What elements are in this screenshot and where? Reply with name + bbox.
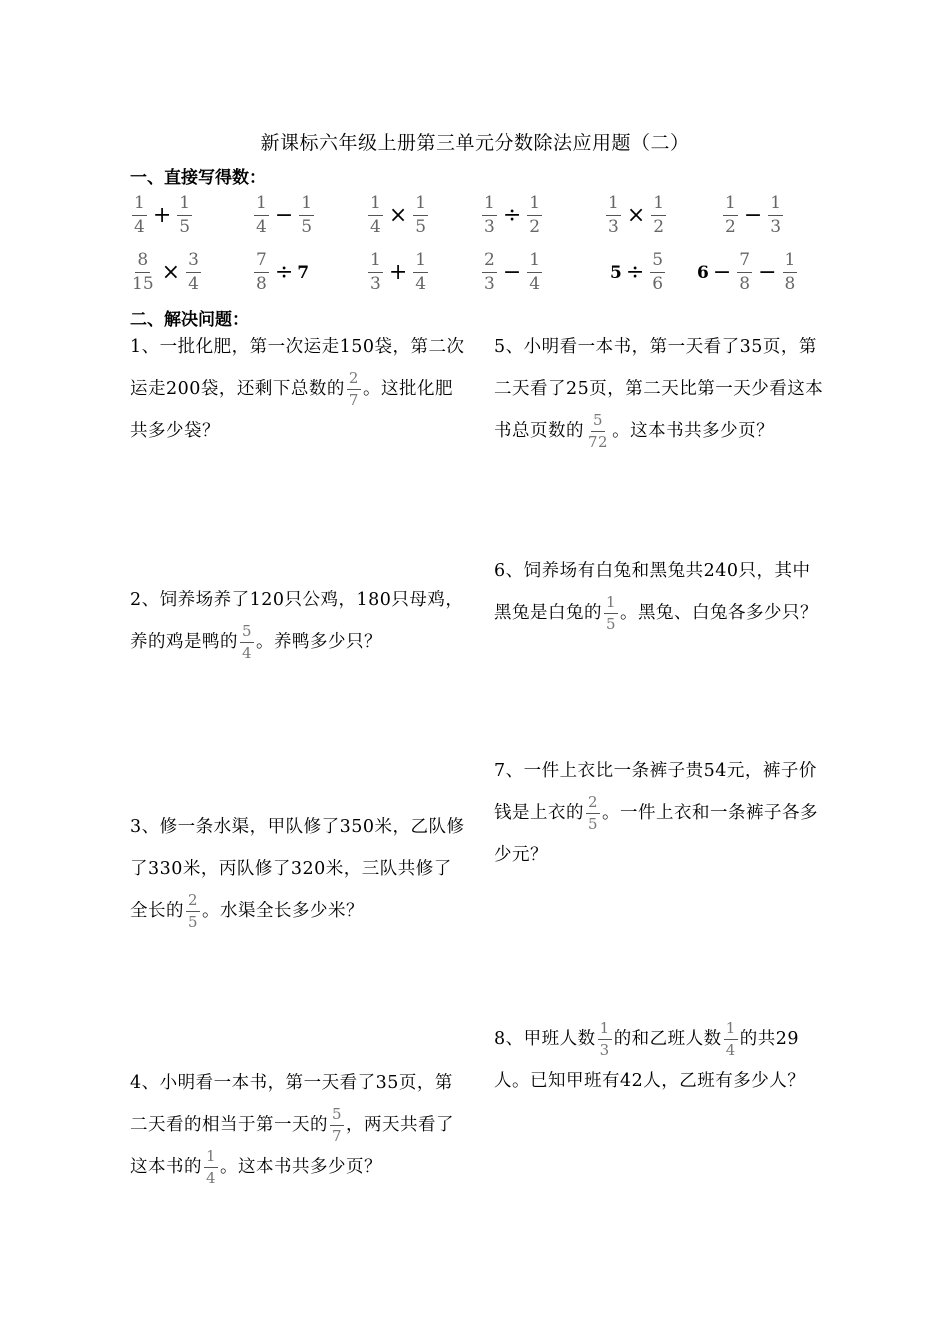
fraction: $\frac{1}{5}$: [179, 193, 191, 237]
fraction: $\frac{2}{5}$: [188, 891, 199, 931]
section-heading-problems: 二、解决问题：: [130, 310, 249, 330]
calc-item: $\frac{1}{3}$ × $\frac{1}{2}$: [608, 193, 665, 237]
fraction: $\frac{7}{8}$: [739, 250, 751, 294]
fraction: $\frac{1}{4}$: [256, 193, 267, 237]
page-title: 新课标六年级上册第三单元分数除法应用题（二）: [260, 132, 690, 154]
fraction: $\frac{1}{4}$: [370, 193, 381, 237]
fraction: $\frac{5}{6}$: [652, 250, 664, 294]
fraction: $\frac{1}{8}$: [784, 250, 796, 294]
fraction: $\frac{1}{4}$: [206, 1147, 217, 1187]
fraction: $\frac{1}{3}$: [608, 193, 619, 237]
fraction: $\frac{1}{4}$: [415, 250, 427, 294]
word-problem-8: 8、甲班人数 $\frac{1}{3}$ 的和乙班人数 $\frac{1}{4}$ 的共29人。已知甲班有42人，乙班有多少人？: [494, 1019, 806, 1091]
fraction: $\frac{2}{3}$: [484, 250, 495, 294]
fraction: $\frac{2}{5}$: [588, 793, 599, 833]
calc-item: $\frac{1}{4}$ − $\frac{1}{5}$: [256, 193, 313, 237]
calc-item: $\frac{1}{3}$ ÷ $\frac{1}{2}$: [484, 193, 541, 237]
calc-item: 6 − $\frac{7}{8}$ − $\frac{1}{8}$: [697, 250, 796, 294]
fraction: $\frac{8}{15}$: [132, 250, 154, 294]
fraction: $\frac{1}{3}$: [770, 193, 782, 237]
calc-item: 5 ÷ $\frac{5}{6}$: [610, 250, 664, 294]
section-heading-calc: 一、直接写得数：: [130, 168, 266, 188]
calc-item: $\frac{1}{2}$ − $\frac{1}{3}$: [725, 193, 782, 237]
fraction: $\frac{5}{4}$: [242, 622, 253, 662]
calc-item: $\frac{1}{4}$ × $\frac{1}{5}$: [370, 193, 427, 237]
calc-item: $\frac{1}{4}$ + $\frac{1}{5}$: [134, 193, 191, 237]
fraction: $\frac{1}{5}$: [415, 193, 427, 237]
fraction: $\frac{1}{3}$: [599, 1019, 610, 1059]
fraction: $\frac{3}{4}$: [188, 250, 199, 294]
calc-item: $\frac{8}{15}$ × $\frac{3}{4}$: [132, 250, 199, 294]
fraction: $\frac{5}{7}$: [332, 1105, 343, 1145]
fraction: $\frac{1}{4}$: [134, 193, 145, 237]
word-problem-5: 5、小明看一本书，第一天看了35页，第二天看了25页，第二天比第一天少看这本书总页数的 $\frac{5}{72}$ 。这本书共多少页？: [494, 337, 824, 451]
word-problem-2: 2、饲养场养了120只公鸡，180只母鸡，养的鸡是鸭的 $\frac{5}{4}$ 。养鸭多少只？: [130, 590, 464, 662]
word-problem-6: 6、饲养场有白兔和黑兔共240只，其中黑兔是白兔的 $\frac{1}{5}$ 。黑兔、白兔各多少只？: [494, 561, 819, 633]
fraction: $\frac{1}{2}$: [529, 193, 541, 237]
calc-item: $\frac{7}{8}$ ÷ 7: [256, 250, 310, 294]
word-problem-4: 4、小明看一本书，第一天看了35页，第二天看的相当于第一天的 $\frac{5}{7}$ ，两天共看了这本书的 $\frac{1}{4}$ 。这本书共多少页？: [130, 1073, 455, 1187]
fraction: $\frac{1}{2}$: [653, 193, 665, 237]
calc-item: $\frac{2}{3}$ − $\frac{1}{4}$: [484, 250, 541, 294]
word-problem-3: 3、修一条水渠，甲队修了350米，乙队修了330米，丙队修了320米，三队共修了全长的 $\frac{2}{5}$ 。水渠全长多少米？: [130, 817, 465, 931]
fraction: $\frac{1}{5}$: [606, 593, 617, 633]
calc-item: $\frac{1}{3}$ + $\frac{1}{4}$: [370, 250, 427, 294]
fraction: $\frac{1}{4}$: [725, 1019, 736, 1059]
fraction: $\frac{1}{3}$: [484, 193, 495, 237]
word-problem-1: 1、一批化肥，第一次运走150袋，第二次运走200袋，还剩下总数的 $\frac{2}{7}$ 。这批化肥共多少袋？: [130, 337, 465, 441]
fraction: $\frac{1}{5}$: [301, 193, 313, 237]
word-problem-7: 7、一件上衣比一条裤子贵54元，裤子价钱是上衣的 $\frac{2}{5}$ 。一件上衣和一条裤子各多少元？: [494, 761, 819, 865]
fraction: $\frac{2}{7}$: [348, 369, 359, 409]
fraction: $\frac{7}{8}$: [256, 250, 267, 294]
fraction: $\frac{1}{4}$: [529, 250, 541, 294]
fraction: $\frac{1}{3}$: [370, 250, 381, 294]
fraction: $\frac{5}{72}$: [588, 411, 609, 451]
fraction: $\frac{1}{2}$: [725, 193, 736, 237]
